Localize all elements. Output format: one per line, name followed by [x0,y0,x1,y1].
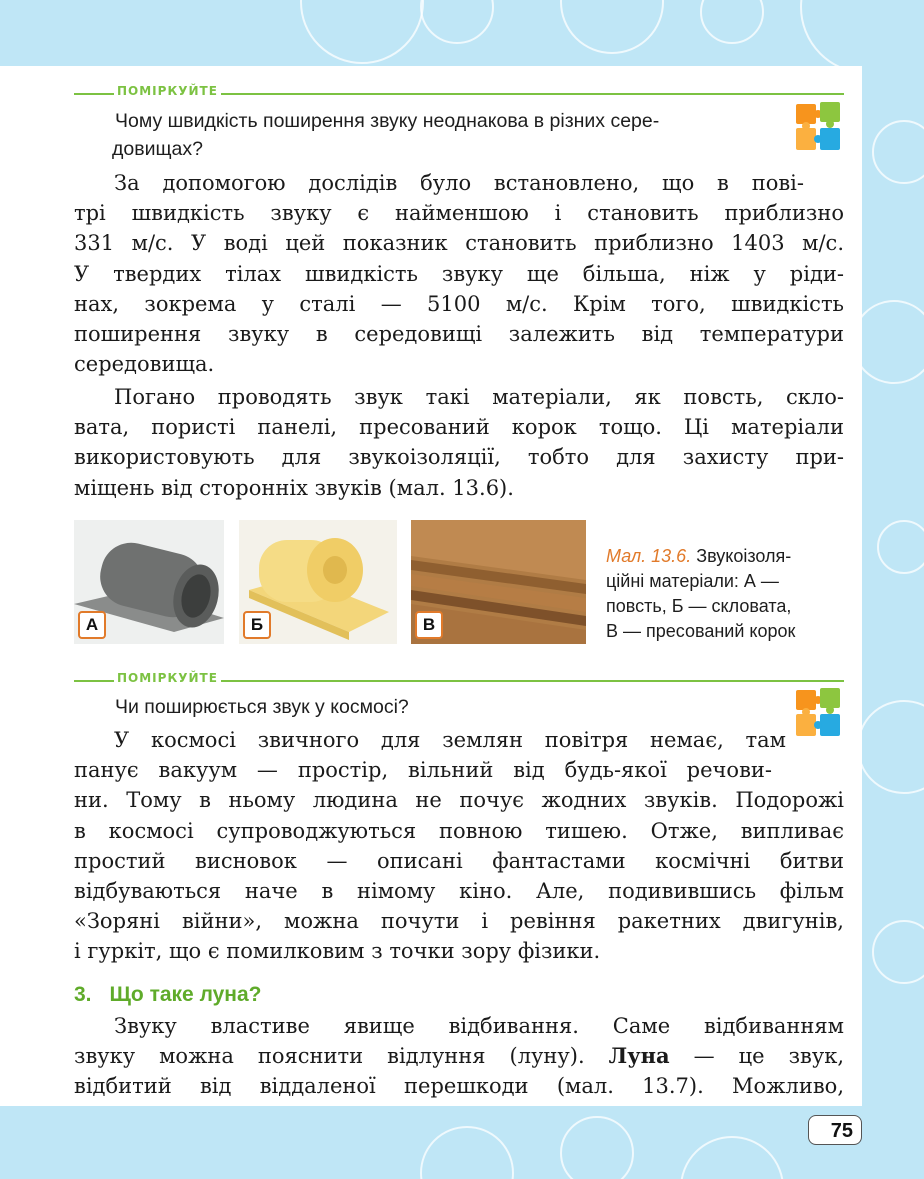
photo-pressed-cork [411,520,586,644]
photo-tag-b: Б [243,611,271,639]
text-line: нах, зокрема у сталі — 5100 м/с. Крім того, швидкість [74,291,844,316]
photo-tag-c: В [415,611,443,639]
text-line: Погано проводять звук такі матеріали, як повсть, скло- [114,385,844,409]
paragraph-sound-speed [74,168,844,379]
text-line: «Зоряні війни», можна почути і ревіння ракетних двигунів, [74,909,844,934]
section-heading [74,983,262,1007]
text-line: трі швидкість звуку є найменшою і становить приблизно [74,201,844,226]
paragraph-insulation [74,382,844,503]
section-number: 3. [74,983,92,1006]
text-line: 331 м/с. У воді цей показник становить приблизно 1403 м/с. [74,231,844,256]
question-1 [112,107,795,163]
text-line: в космосі супроводжуються повною тишею. Отже, випливає [74,818,844,843]
text-line: вата, пористі панелі, пресований корок тощо. Ці матеріали [74,415,844,440]
text-line: міщень від сторонніх звуків (мал. 13.6). [74,475,514,500]
puzzle-icon [794,100,844,154]
question-2: Чи поширюється звук у космосі? [115,696,409,718]
text-line: У твердих тілах швидкість звуку ще більша, ніж у ріди- [74,261,844,286]
decorative-top-border [0,0,924,66]
figure-label: Мал. 13.6. [606,546,692,566]
text-line: відбуваються наче в німому кіно. Але, подивившись фільм [74,879,844,904]
text-line: простий висновок — описані фантастами космічні битви [74,848,844,873]
paragraph-space [74,725,844,967]
decorative-right-border [862,0,924,1179]
text-fragment: — це звук, [693,1044,844,1069]
photo-felt [74,520,224,644]
think-header-1 [74,82,844,102]
text-line: і гуркіт, що є помилковим з точки зору фізики. [74,939,601,964]
text-line: середовища. [74,352,215,377]
text-line: Звуку властиве явище відбивання. Саме відбиванням [114,1014,844,1038]
caption-line: Звукоізоля- [696,546,792,566]
figure-caption [606,544,856,644]
photo-tag-a: А [78,611,106,639]
caption-line: ційні матеріали: А — [606,571,779,591]
think-label: ПОМІРКУЙТЕ [114,671,221,685]
text-line: поширення звуку в середовищі залежить від температури [74,322,844,347]
term-luna: Луна [608,1043,670,1069]
text-line [74,1041,844,1071]
text-line: використовують для звукоізоляції, тобто для захисту при- [74,445,844,470]
question-1-line-2: довищах? [112,138,203,160]
caption-line: В — пресований корок [606,621,796,641]
page-number: 75 [808,1115,862,1145]
text-line: відбитий від віддаленої перешкоди (мал. 13.7). Можливо, [74,1074,844,1099]
text-line: У космосі звичного для землян повітря немає, там [114,728,786,752]
decorative-bottom-border [0,1106,924,1179]
text-line: ни. Тому в ньому людина не почує жодних звуків. Подорожі [74,788,844,813]
think-header-2 [74,669,844,689]
text-fragment: звуку можна пояснити відлуння (луну). [74,1044,585,1069]
paragraph-echo [74,1011,844,1102]
text-line: панує вакуум — простір, вільний від будь-якої речови- [74,758,772,783]
text-line: За допомогою дослідів було встановлено, що в пові- [114,171,804,195]
think-label: ПОМІРКУЙТЕ [114,84,221,98]
caption-line: повсть, Б — скловата, [606,596,792,616]
question-1-line-1: Чому швидкість поширення звуку неоднакова в різних сере- [115,110,660,132]
section-title: Що таке луна? [109,983,262,1006]
photo-glass-wool [239,520,397,644]
